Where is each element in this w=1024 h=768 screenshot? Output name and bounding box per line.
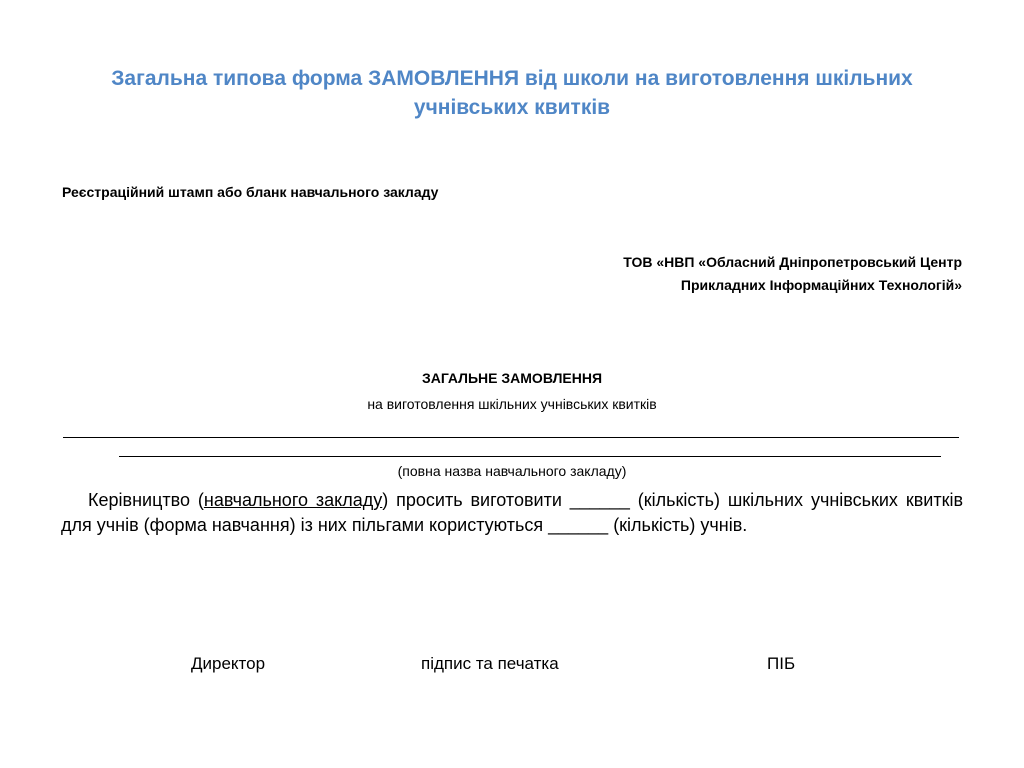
body-text-part-2: ) просить виготовити ______ (кількість) шкільних учнівських квитків для учнів (форма навчання) із них пільгами користуються ______ (кількість) учнів. (61, 490, 964, 535)
recipient-line-1: ТОВ «НВП «Обласний Дніпропетровський Центр (623, 254, 962, 270)
school-name-caption: (повна назва навчального закладу) (397, 463, 627, 479)
page-title-line-1: Загальна типова форма ЗАМОВЛЕННЯ від школи на виготовлення шкільних (111, 67, 913, 90)
page-title (60, 64, 964, 122)
school-name-line-1 (63, 437, 959, 438)
signature-pib-label: ПІБ (767, 654, 796, 673)
body-text-part-1: Керівництво ( (88, 490, 204, 510)
recipient-block (623, 251, 962, 297)
order-subheading: на виготовлення шкільних учнівських квитків (367, 396, 657, 412)
page-title-line-2: учнівських квитків (413, 96, 611, 119)
order-heading: ЗАГАЛЬНЕ ЗАМОВЛЕННЯ (421, 370, 603, 386)
school-name-line-2 (119, 456, 941, 457)
order-body-paragraph (61, 488, 963, 538)
signature-director-label: Директор (191, 654, 266, 673)
body-text-underlined: навчального закладу (203, 490, 383, 510)
recipient-line-2: Прикладних Інформаційних Технологій» (680, 277, 962, 293)
signature-seal-label: підпис та печатка (421, 654, 559, 673)
registration-stamp-label: Реєстраційний штамп або бланк навчального закладу (62, 184, 439, 200)
